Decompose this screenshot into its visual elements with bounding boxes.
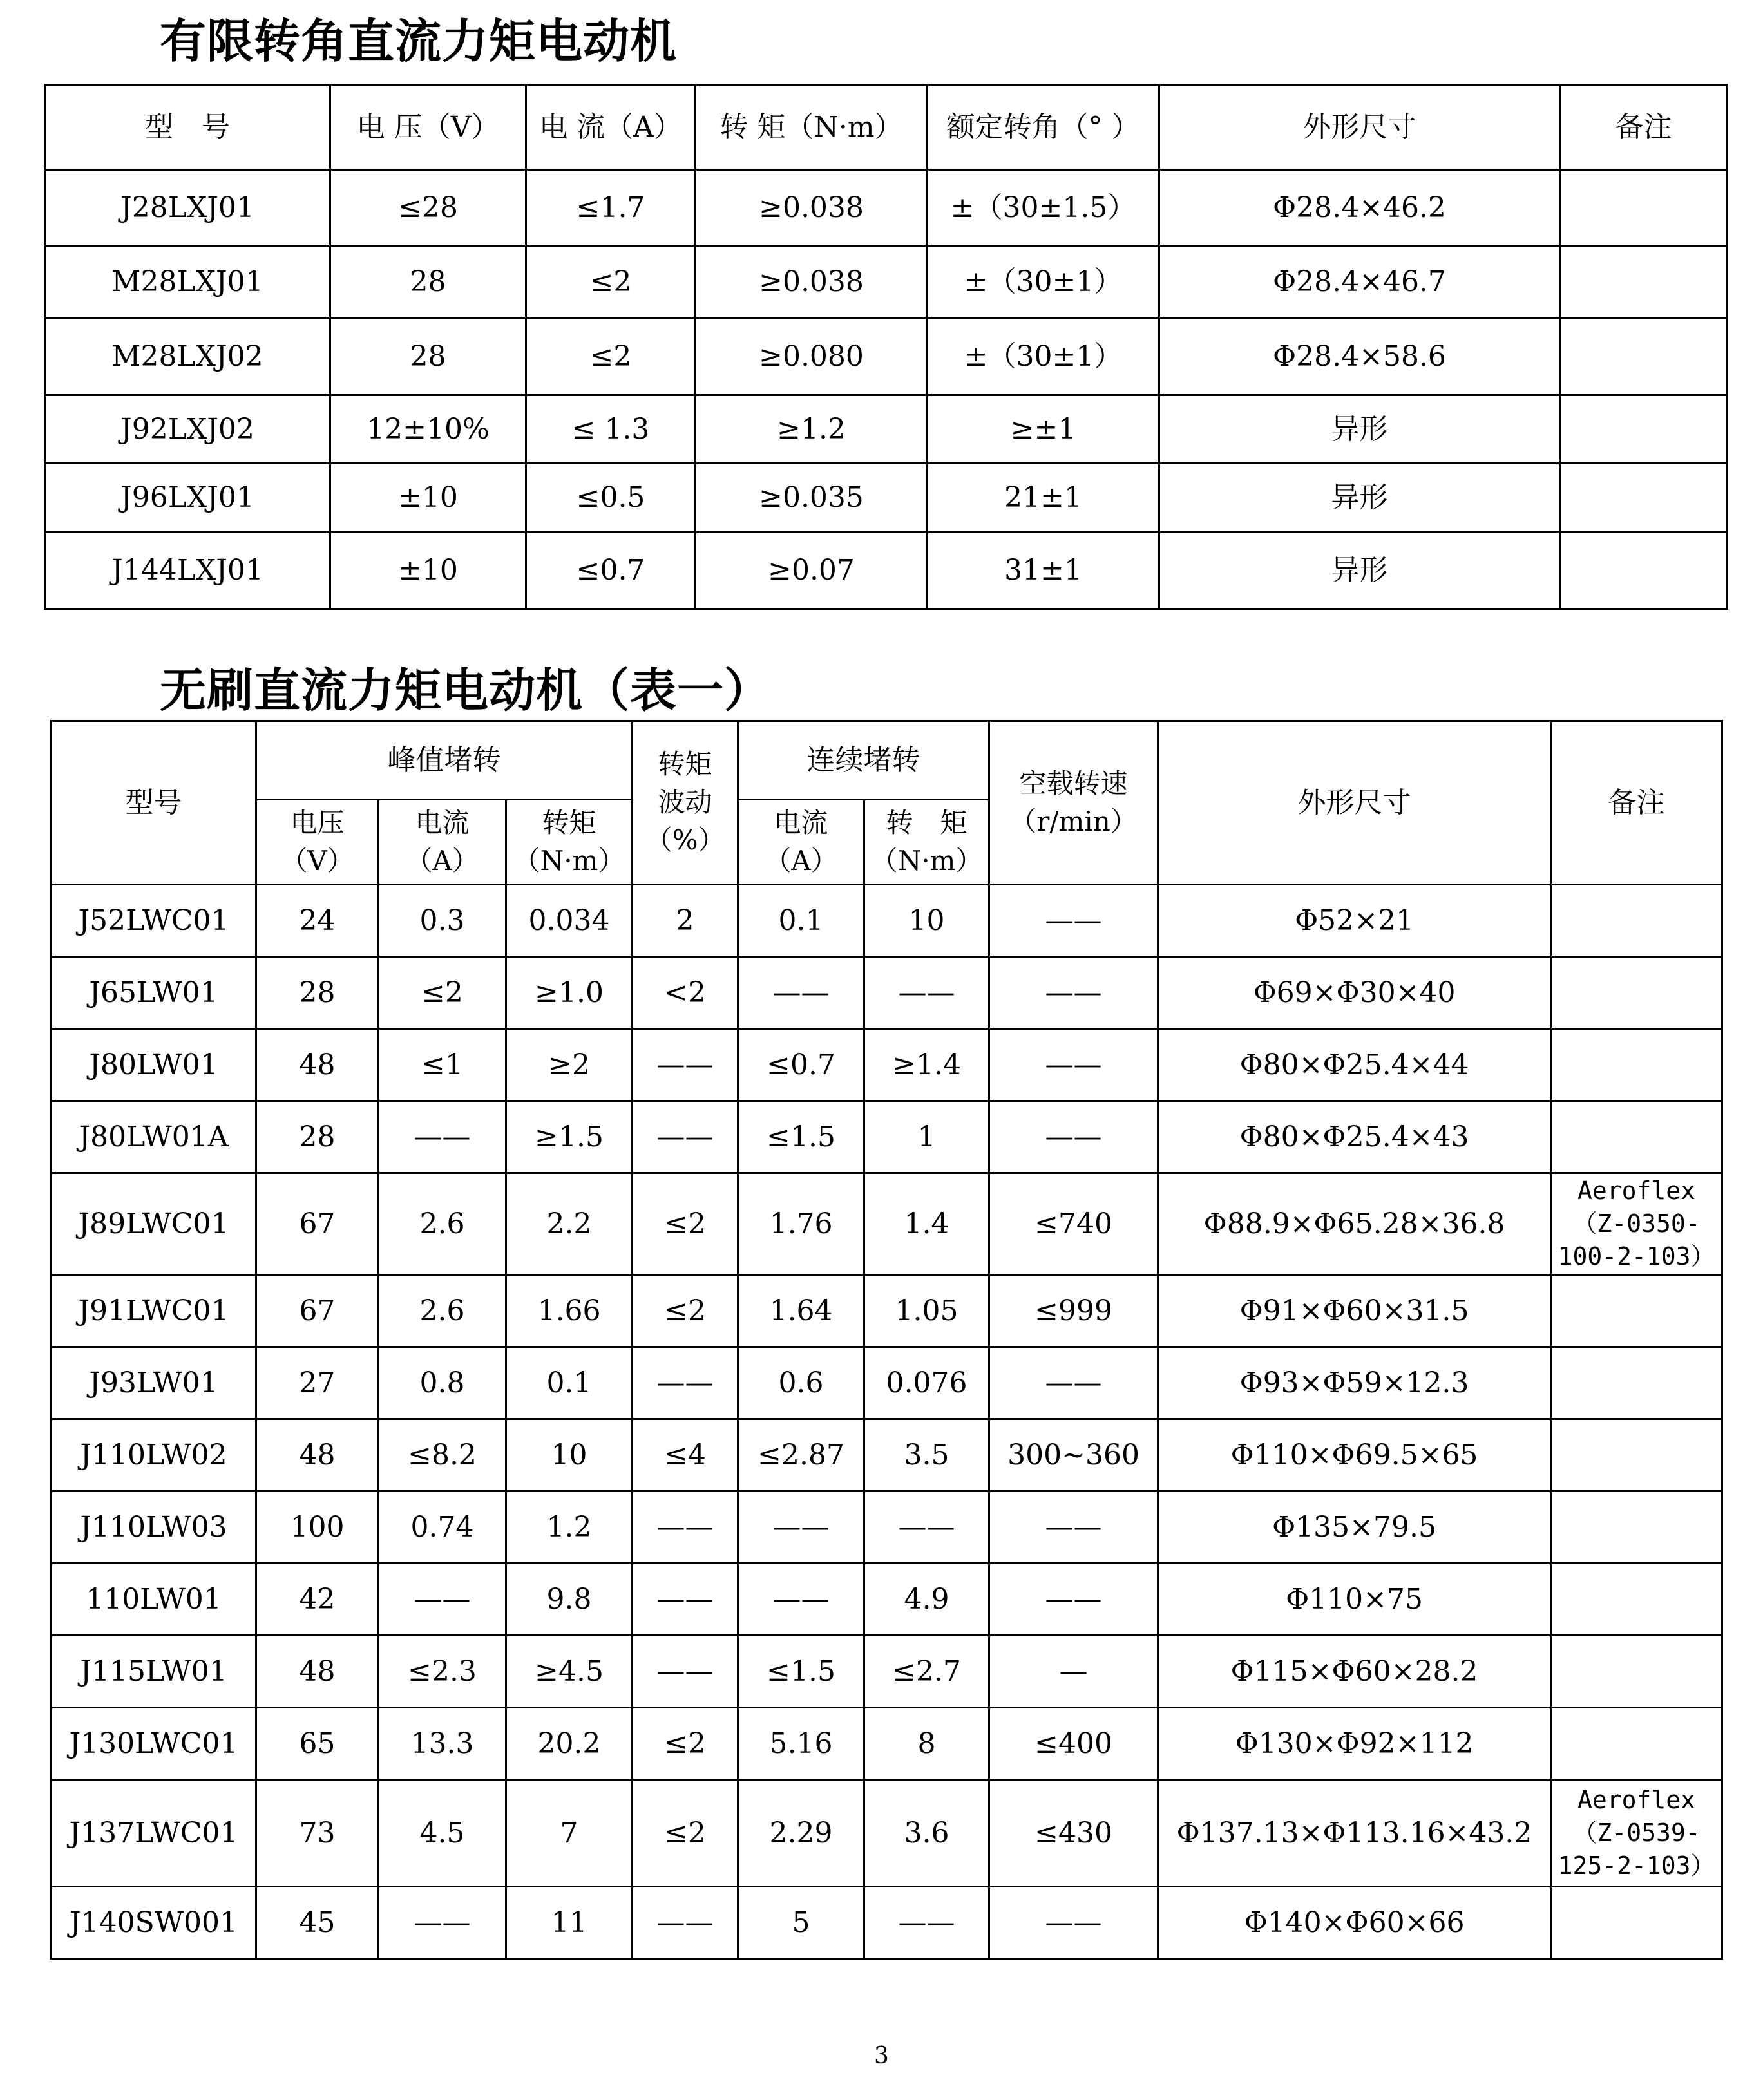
- table-cell: J80LW01A: [52, 1101, 256, 1173]
- table-cell: Φ28.4×46.2: [1159, 170, 1560, 246]
- table-cell: 2.6: [379, 1173, 506, 1275]
- table-cell: ≥4.5: [506, 1636, 633, 1708]
- table-cell: ——: [633, 1636, 738, 1708]
- table-cell: 0.1: [506, 1347, 633, 1419]
- table-cell: ≤740: [989, 1173, 1158, 1275]
- table-cell: ≥1.0: [506, 957, 633, 1029]
- table-cell: 0.6: [738, 1347, 864, 1419]
- header-peak-stall: 峰值堵转: [256, 721, 633, 800]
- table-cell: J96LXJ01: [45, 464, 330, 532]
- table-cell: ≤1.5: [738, 1636, 864, 1708]
- note-cell: [1551, 1491, 1722, 1564]
- table-cell: 7: [506, 1780, 633, 1887]
- table-cell: [1560, 170, 1728, 246]
- table-cell: 5.16: [738, 1708, 864, 1780]
- table1-header-cell: 备注: [1560, 85, 1728, 170]
- table-cell: ——: [864, 957, 989, 1029]
- table-cell: ≤999: [989, 1275, 1158, 1347]
- table-row: [52, 885, 1722, 957]
- table-cell: 4.9: [864, 1564, 989, 1636]
- table-cell: J92LXJ02: [45, 395, 330, 464]
- table-cell: J130LWC01: [52, 1708, 256, 1780]
- table-row: [52, 1347, 1722, 1419]
- note-cell: Aeroflex （Z-0350- 100-2-103）: [1551, 1173, 1722, 1275]
- table-cell: 13.3: [379, 1708, 506, 1780]
- table-cell: Φ88.9×Φ65.28×36.8: [1158, 1173, 1551, 1275]
- table-cell: ——: [379, 1564, 506, 1636]
- table1-title: 有限转角直流力矩电动机: [160, 14, 678, 68]
- table-cell: 28: [256, 1101, 379, 1173]
- table-cell: —: [989, 1636, 1158, 1708]
- table-cell: 1.2: [506, 1491, 633, 1564]
- table-cell: ——: [989, 1564, 1158, 1636]
- table-cell: ——: [989, 1029, 1158, 1101]
- table-row: [52, 1708, 1722, 1780]
- table-cell: ——: [738, 957, 864, 1029]
- header-note: 备注: [1551, 721, 1722, 885]
- table-cell: 2: [633, 885, 738, 957]
- table-cell: ≤1: [379, 1029, 506, 1101]
- table-cell: [1560, 464, 1728, 532]
- table-row: [52, 957, 1722, 1029]
- table-cell: 100: [256, 1491, 379, 1564]
- table-cell: ——: [989, 957, 1158, 1029]
- table-cell: ±（30±1）: [928, 318, 1159, 395]
- table-cell: 65: [256, 1708, 379, 1780]
- table-cell: ≤ 1.3: [526, 395, 696, 464]
- table1-header-row: [45, 85, 1728, 170]
- table-cell: 10: [506, 1419, 633, 1491]
- table-cell: ——: [989, 1347, 1158, 1419]
- table-row: [45, 395, 1728, 464]
- table-cell: ≤2.3: [379, 1636, 506, 1708]
- table-cell: ——: [989, 1887, 1158, 1959]
- table-cell: ≤430: [989, 1780, 1158, 1887]
- table-row: [45, 532, 1728, 609]
- table-cell: 10: [864, 885, 989, 957]
- table-cell: 0.034: [506, 885, 633, 957]
- note-cell: [1551, 1101, 1722, 1173]
- table-cell: ——: [633, 1491, 738, 1564]
- table-cell: 2.6: [379, 1275, 506, 1347]
- table-cell: ——: [379, 1887, 506, 1959]
- table-cell: Φ130×Φ92×112: [1158, 1708, 1551, 1780]
- header-no-load-speed: 空载转速 （r/min）: [989, 721, 1158, 885]
- header-peak-current: 电流 （A）: [379, 800, 506, 885]
- table-cell: ≤28: [330, 170, 526, 246]
- table-cell: 300~360: [989, 1419, 1158, 1491]
- table1-header-cell: 额定转角（° ）: [928, 85, 1159, 170]
- note-cell: [1551, 1275, 1722, 1347]
- table-cell: ——: [633, 1347, 738, 1419]
- table-cell: ±10: [330, 532, 526, 609]
- table-cell: 110LW01: [52, 1564, 256, 1636]
- table-cell: ≤2: [633, 1173, 738, 1275]
- table-row: [52, 1491, 1722, 1564]
- table-cell: 67: [256, 1275, 379, 1347]
- note-cell: [1551, 1347, 1722, 1419]
- table-cell: J137LWC01: [52, 1780, 256, 1887]
- table-cell: J93LW01: [52, 1347, 256, 1419]
- table-cell: Φ110×75: [1158, 1564, 1551, 1636]
- table-cell: 0.076: [864, 1347, 989, 1419]
- table-cell: ≤4: [633, 1419, 738, 1491]
- table-cell: ≥±1: [928, 395, 1159, 464]
- table-cell: ——: [633, 1887, 738, 1959]
- table-row: [52, 1275, 1722, 1347]
- table-cell: ≤2: [633, 1708, 738, 1780]
- header-cont-torque: 转 矩 （N·m）: [864, 800, 989, 885]
- table-cell: ≥0.038: [696, 246, 928, 318]
- table-cell: J140SW001: [52, 1887, 256, 1959]
- table-cell: Φ140×Φ60×66: [1158, 1887, 1551, 1959]
- table-cell: 1: [864, 1101, 989, 1173]
- table-cell: 3.6: [864, 1780, 989, 1887]
- table-cell: ——: [738, 1491, 864, 1564]
- note-cell: [1551, 1029, 1722, 1101]
- table-cell: Φ110×Φ69.5×65: [1158, 1419, 1551, 1491]
- table-cell: Φ91×Φ60×31.5: [1158, 1275, 1551, 1347]
- table-cell: 67: [256, 1173, 379, 1275]
- table-cell: Φ135×79.5: [1158, 1491, 1551, 1564]
- page-number: 3: [874, 2043, 889, 2069]
- note-cell: [1551, 885, 1722, 957]
- table-cell: [1560, 395, 1728, 464]
- table1-header-cell: 外形尺寸: [1159, 85, 1560, 170]
- table-cell: ——: [989, 1101, 1158, 1173]
- table-cell: ——: [379, 1101, 506, 1173]
- table-cell: ≤2: [526, 318, 696, 395]
- table-cell: Φ28.4×46.7: [1159, 246, 1560, 318]
- table-cell: J80LW01: [52, 1029, 256, 1101]
- table1-header-cell: 型 号: [45, 85, 330, 170]
- note-cell: Aeroflex （Z-0539- 125-2-103）: [1551, 1780, 1722, 1887]
- table-cell: ——: [864, 1491, 989, 1564]
- table-cell: J115LW01: [52, 1636, 256, 1708]
- table-cell: ——: [989, 1491, 1158, 1564]
- table-cell: Φ52×21: [1158, 885, 1551, 957]
- table-cell: 4.5: [379, 1780, 506, 1887]
- brushless-motor-table: [50, 720, 1723, 1960]
- table-cell: 1.64: [738, 1275, 864, 1347]
- table-cell: [1560, 532, 1728, 609]
- table-cell: ±（30±1.5）: [928, 170, 1159, 246]
- table1-header-cell: 电 压（V）: [330, 85, 526, 170]
- table2-header-row-1: [52, 721, 1722, 800]
- note-cell: [1551, 957, 1722, 1029]
- table-cell: ≥1.5: [506, 1101, 633, 1173]
- table-cell: 异形: [1159, 532, 1560, 609]
- table-cell: ±（30±1）: [928, 246, 1159, 318]
- table-cell: 9.8: [506, 1564, 633, 1636]
- table-cell: J144LXJ01: [45, 532, 330, 609]
- table-cell: 1.76: [738, 1173, 864, 1275]
- table-cell: 12±10%: [330, 395, 526, 464]
- table-cell: 8: [864, 1708, 989, 1780]
- table-cell: 31±1: [928, 532, 1159, 609]
- table-cell: ≤8.2: [379, 1419, 506, 1491]
- table-cell: J28LXJ01: [45, 170, 330, 246]
- table-cell: 异形: [1159, 395, 1560, 464]
- limited-angle-motor-table: [44, 84, 1728, 610]
- table1-header-cell: 转 矩（N·m）: [696, 85, 928, 170]
- table-cell: 0.74: [379, 1491, 506, 1564]
- table-cell: J65LW01: [52, 957, 256, 1029]
- table-cell: Φ69×Φ30×40: [1158, 957, 1551, 1029]
- table-cell: ≤2.87: [738, 1419, 864, 1491]
- table-cell: 48: [256, 1419, 379, 1491]
- table-cell: Φ80×Φ25.4×43: [1158, 1101, 1551, 1173]
- table-cell: [1560, 318, 1728, 395]
- table-row: [45, 246, 1728, 318]
- table-cell: 20.2: [506, 1708, 633, 1780]
- table-cell: 28: [330, 246, 526, 318]
- table-cell: Φ28.4×58.6: [1159, 318, 1560, 395]
- table-cell: ≥2: [506, 1029, 633, 1101]
- table-row: [52, 1029, 1722, 1101]
- table-cell: ≥0.038: [696, 170, 928, 246]
- table-cell: J91LWC01: [52, 1275, 256, 1347]
- table-cell: ≤0.7: [738, 1029, 864, 1101]
- table-cell: 48: [256, 1636, 379, 1708]
- table-cell: ——: [633, 1101, 738, 1173]
- table-row: [45, 464, 1728, 532]
- table-cell: ≤0.7: [526, 532, 696, 609]
- table-cell: ≤1.5: [738, 1101, 864, 1173]
- table2-title: 无刷直流力矩电动机（表一）: [160, 663, 772, 717]
- table-cell: 42: [256, 1564, 379, 1636]
- table-row: [52, 1636, 1722, 1708]
- table-row: [52, 1101, 1722, 1173]
- table-cell: 0.3: [379, 885, 506, 957]
- note-cell: [1551, 1419, 1722, 1491]
- table-cell: 27: [256, 1347, 379, 1419]
- table-cell: 0.1: [738, 885, 864, 957]
- table-cell: 1.4: [864, 1173, 989, 1275]
- table-cell: ≤400: [989, 1708, 1158, 1780]
- table-cell: ≤2.7: [864, 1636, 989, 1708]
- table-cell: J52LWC01: [52, 885, 256, 957]
- table-row: [52, 1419, 1722, 1491]
- table-cell: ≤2: [526, 246, 696, 318]
- table-cell: ≥1.4: [864, 1029, 989, 1101]
- table-cell: M28LXJ01: [45, 246, 330, 318]
- table-cell: 48: [256, 1029, 379, 1101]
- note-cell: [1551, 1887, 1722, 1959]
- table-row: [45, 318, 1728, 395]
- table-row: [52, 1564, 1722, 1636]
- table-cell: 5: [738, 1887, 864, 1959]
- table-cell: ≤2: [633, 1275, 738, 1347]
- table-cell: 45: [256, 1887, 379, 1959]
- table-cell: 21±1: [928, 464, 1159, 532]
- table-cell: ≤2: [379, 957, 506, 1029]
- table-cell: 24: [256, 885, 379, 957]
- header-peak-voltage: 电压 （V）: [256, 800, 379, 885]
- table-cell: Φ80×Φ25.4×44: [1158, 1029, 1551, 1101]
- table-cell: ≥0.035: [696, 464, 928, 532]
- note-cell: [1551, 1636, 1722, 1708]
- table-cell: M28LXJ02: [45, 318, 330, 395]
- header-cont-current: 电流 （A）: [738, 800, 864, 885]
- table-cell: 2.29: [738, 1780, 864, 1887]
- table-cell: J110LW03: [52, 1491, 256, 1564]
- table-cell: ——: [633, 1029, 738, 1101]
- note-cell: [1551, 1708, 1722, 1780]
- table-cell: 11: [506, 1887, 633, 1959]
- table-row: [52, 1887, 1722, 1959]
- header-dimensions: 外形尺寸: [1158, 721, 1551, 885]
- table-cell: [1560, 246, 1728, 318]
- header-peak-torque: 转矩 （N·m）: [506, 800, 633, 885]
- table-cell: ——: [989, 885, 1158, 957]
- table-cell: Φ93×Φ59×12.3: [1158, 1347, 1551, 1419]
- table-cell: 28: [330, 318, 526, 395]
- table1-header-cell: 电 流（A）: [526, 85, 696, 170]
- table-cell: J110LW02: [52, 1419, 256, 1491]
- table-row: [52, 1173, 1722, 1275]
- table-cell: <2: [633, 957, 738, 1029]
- table-cell: 73: [256, 1780, 379, 1887]
- header-continuous-stall: 连续堵转: [738, 721, 989, 800]
- note-cell: [1551, 1564, 1722, 1636]
- table-cell: 2.2: [506, 1173, 633, 1275]
- table-cell: Φ137.13×Φ113.16×43.2: [1158, 1780, 1551, 1887]
- table-cell: 异形: [1159, 464, 1560, 532]
- header-model: 型号: [52, 721, 256, 885]
- header-torque-ripple: 转矩 波动 （%）: [633, 721, 738, 885]
- table-cell: ——: [738, 1564, 864, 1636]
- table-cell: ≤0.5: [526, 464, 696, 532]
- table-cell: ≤1.7: [526, 170, 696, 246]
- table-cell: ±10: [330, 464, 526, 532]
- table-cell: ≥1.2: [696, 395, 928, 464]
- table-cell: 1.05: [864, 1275, 989, 1347]
- table-cell: ——: [864, 1887, 989, 1959]
- table-cell: Φ115×Φ60×28.2: [1158, 1636, 1551, 1708]
- table-cell: 28: [256, 957, 379, 1029]
- table-cell: ≥0.080: [696, 318, 928, 395]
- table-cell: J89LWC01: [52, 1173, 256, 1275]
- table-cell: ≥0.07: [696, 532, 928, 609]
- table-cell: 3.5: [864, 1419, 989, 1491]
- table-cell: ≤2: [633, 1780, 738, 1887]
- table-cell: 1.66: [506, 1275, 633, 1347]
- table-row: [52, 1780, 1722, 1887]
- table-cell: 0.8: [379, 1347, 506, 1419]
- table-row: [45, 170, 1728, 246]
- table-cell: ——: [633, 1564, 738, 1636]
